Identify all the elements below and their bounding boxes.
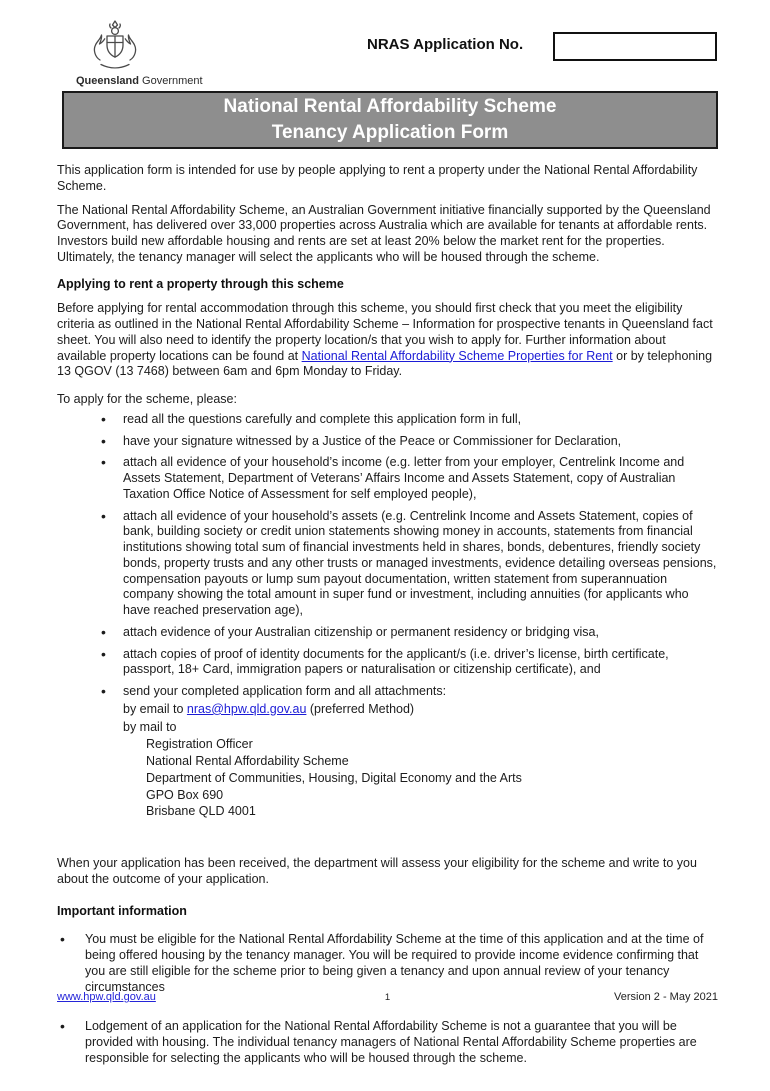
email-suffix: (preferred Method)	[306, 701, 415, 716]
list-item: • read all the questions carefully and complete this application form in full,	[95, 412, 718, 428]
email-prefix: by email to	[123, 701, 187, 716]
mail-line: by mail to	[123, 719, 177, 734]
version-label: Version 2 - May 2021	[614, 991, 718, 1003]
apply-intro: To apply for the scheme, please:	[57, 392, 237, 406]
intro-paragraph-1: This application form is intended for use by people applying to rent a property under the National Rental Affordability Scheme.	[57, 163, 698, 193]
list-item: • attach all evidence of your household’s income (e.g. letter from your employer, Centrelink Income and Assets Statement, Department of Veterans’ Affairs Income and Assets Statement, copy of Australian Taxation Office Notice of Assessment for self employed people),	[95, 455, 718, 502]
send-instruction: • send your completed application form and all attachments:	[123, 684, 447, 698]
list-item: • attach copies of proof of identity documents for the applicant/s (i.e. driver’s license, birth certificate, passport, 18+ Card, immigration papers or naturalisation or citizenship certificate), and	[95, 647, 718, 679]
address-line: GPO Box 690	[146, 787, 224, 802]
nras-application-no-label: NRAS Application No.	[367, 36, 524, 53]
properties-for-rent-link[interactable]: National Rental Affordability Scheme Properties for Rent	[301, 348, 613, 363]
form-body	[57, 163, 718, 1091]
applying-section-heading: Applying to rent a property through this scheme	[57, 276, 344, 291]
important-information-heading: Important information	[57, 903, 187, 918]
coat-of-arms-icon	[86, 18, 144, 74]
mailing-address	[146, 737, 718, 820]
list-item: • Lodgement of an application for the National Rental Affordability Scheme is not a guarantee that you will be provided with housing. The individual tenancy managers of National Rental Affordability Scheme properties are responsible for selecting the applicants who will be housed through the scheme.	[57, 1019, 718, 1066]
applying-text-after-link: or by telephoning 13 QGOV (13 7468) between 6am and 6pm Monday to Friday.	[57, 348, 713, 379]
list-item: • You must be eligible for the National Rental Affordability Scheme at the time of this application and at the time of being offered housing by the tenancy manager. You will be required to provide income evidence confirming that you are still eligible for the scheme prior to being given a tenancy and upon annual review of your tenancy circumstances	[57, 932, 718, 995]
logo-org-bold: Queensland	[76, 75, 139, 87]
form-title-banner	[62, 91, 718, 149]
form-title-line2: Tenancy Application Form	[271, 122, 509, 143]
email-line	[123, 702, 718, 718]
logo-wordmark	[76, 75, 256, 89]
address-line: Brisbane QLD 4001	[146, 804, 256, 819]
footer-website-link[interactable]: www.hpw.qld.gov.au	[57, 991, 156, 1003]
email-link[interactable]: nras@hpw.qld.gov.au	[186, 701, 307, 716]
form-title-line1: National Rental Affordability Scheme	[223, 96, 557, 117]
address-line: National Rental Affordability Scheme	[146, 754, 349, 768]
intro-paragraph-2: The National Rental Affordability Scheme, an Australian Government initiative financially supported by the Queensland Government, has delivered over 33,000 properties across Australia which are available for tenants at affordable rents. Investors build new affordable housing and rents are set at least 20% below the market rent for the properties. Ultimately, the tenancy manager will select the applicants who will be housed through the scheme.	[57, 202, 711, 264]
nras-application-no-field[interactable]	[553, 32, 717, 61]
received-paragraph: When your application has been received, the department will assess your eligibility for the scheme and write to you about the outcome of your application.	[57, 856, 697, 886]
applying-paragraph	[57, 301, 718, 380]
page-number: 1	[384, 992, 391, 1003]
queensland-government-logo	[76, 18, 256, 89]
list-item: • attach evidence of your Australian citizenship or permanent residency or bridging visa,	[95, 625, 718, 641]
list-item-send	[95, 684, 718, 820]
apply-steps-list	[95, 412, 718, 820]
address-line: Registration Officer	[146, 737, 253, 752]
applying-text-before-link: Before applying for rental accommodation through this scheme, you should first check that you meet the eligibility criteria as outlined in the National Rental Affordability Scheme – Information for prospective tenants in Queensland fact sheet. You will also need to identify the property location/s that you wish to apply for. Further information about available property locations can be found at	[57, 301, 713, 363]
address-line: Department of Communities, Housing, Digital Economy and the Arts	[146, 770, 522, 785]
list-item: • have your signature witnessed by a Justice of the Peace or Commissioner for Declaration,	[95, 434, 718, 450]
logo-org-regular: Government	[138, 75, 203, 87]
list-item: • attach all evidence of your household’s assets (e.g. Centrelink Income and Assets Statement, copies of bank, building society or credit union statements showing money in accounts, statements from financial institutions showing total sum of financial investments held in shares, bonds, debentures, friendly society bonds, property trusts and any other trusts or managed investments, evidence detailing overseas pensions, compensation payouts or lump sum payout documentation, written statement from superannuation company showing the total amount in super fund or investment, including annuities (for applicants who have reached preservation age),	[95, 509, 718, 619]
